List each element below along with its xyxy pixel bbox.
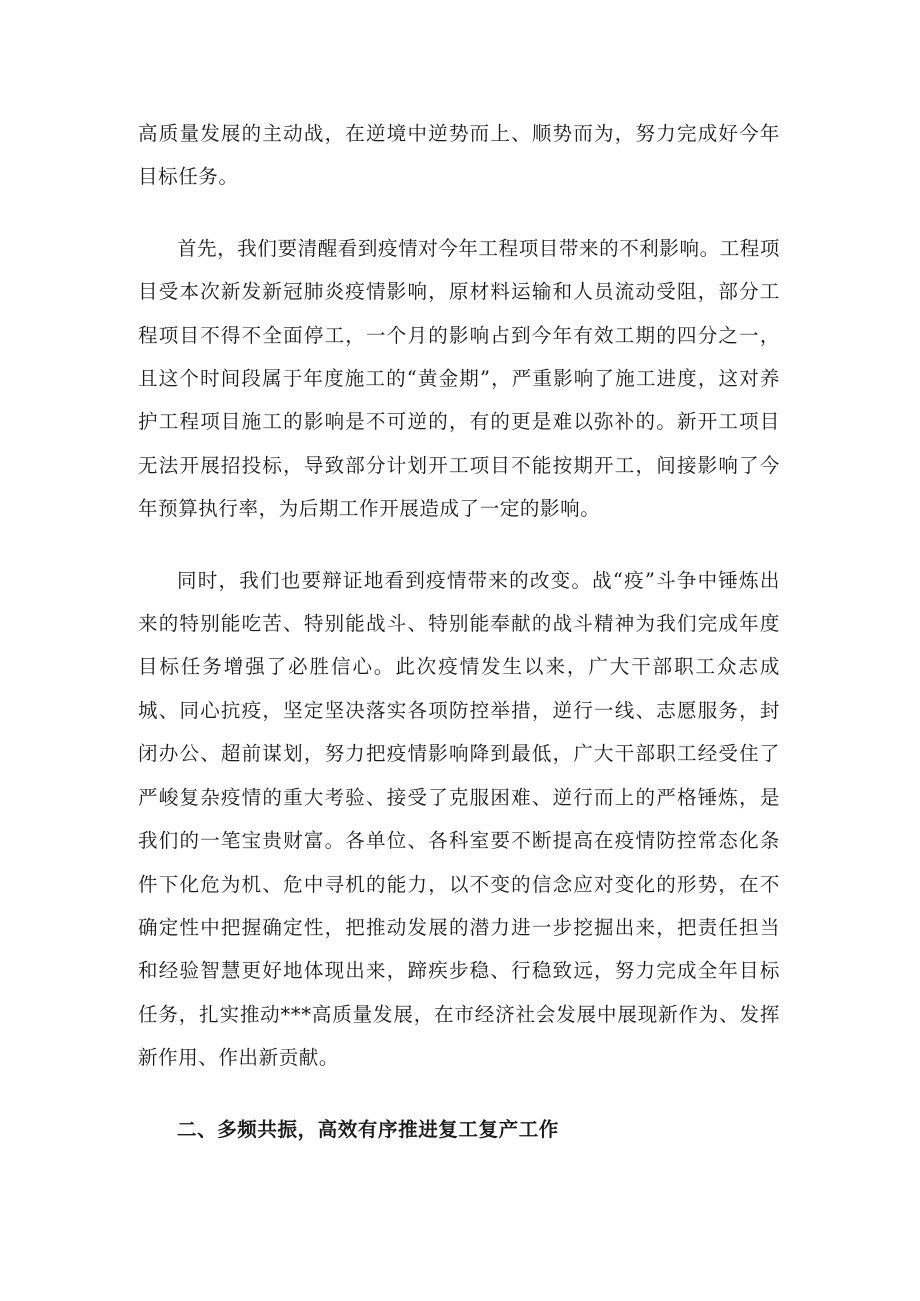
paragraph-change: 同时，我们也要辩证地看到疫情带来的改变。战“疫”斗争中锤炼出来的特别能吃苦、特别能战斗、特别能奉献的战斗精神为我们完成年度目标任务增强了必胜信心。此次疫情发生以来，广大干部职工众志成城、同心抗疫，坚定坚决落实各项防控举措，逆行一线、志愿服务，封闭办公、超前谋划，努力把疫情影响降到最低，广大干部职工经受住了严峻复杂疫情的重大考验、接受了克服困难、逆行而上的严格锤炼，是我们的一笔宝贵财富。各单位、各科室要不断提高在疫情防控常态化条件下化危为机、危中寻机的能力，以不变的信念应对变化的形势，在不确定性中把握确定性，把推动发展的潜力进一步挖掘出来，把责任担当和经验智慧更好地体现出来，蹄疾步稳、行稳致远，努力完成全年目标任务，扎实推动***高质量发展，在市经济社会发展中展现新作为、发挥新作用、作出新贡献。 [138, 568, 780, 1070]
paragraph-continuation: 高质量发展的主动战，在逆境中逆势而上、顺势而为，努力完成好今年目标任务。 [138, 122, 780, 189]
paragraph-gap [138, 531, 780, 559]
paragraph-gap [138, 199, 780, 227]
section-heading: 二、多频共振，高效有序推进复工复产工作 [177, 1117, 559, 1141]
paragraph-impact: 首先，我们要清醒看到疫情对今年工程项目带来的不利影响。工程项目受本次新发新冠肺炎疫情影响，原材料运输和人员流动受阻，部分工程项目不得不全面停工，一个月的影响占到今年有效工期的四分之一，且这个时间段属于年度施工的“黄金期”，严重影响了施工进度，这对养护工程项目施工的影响是不可逆的，有的更是难以弥补的。新开工项目无法开展招投标，导致部分计划开工项目不能按期开工，间接影响了今年预算执行率，为后期工作开展造成了一定的影响。 [138, 236, 781, 521]
document-page [138, 112, 780, 1151]
paragraph-gap [138, 1080, 780, 1108]
